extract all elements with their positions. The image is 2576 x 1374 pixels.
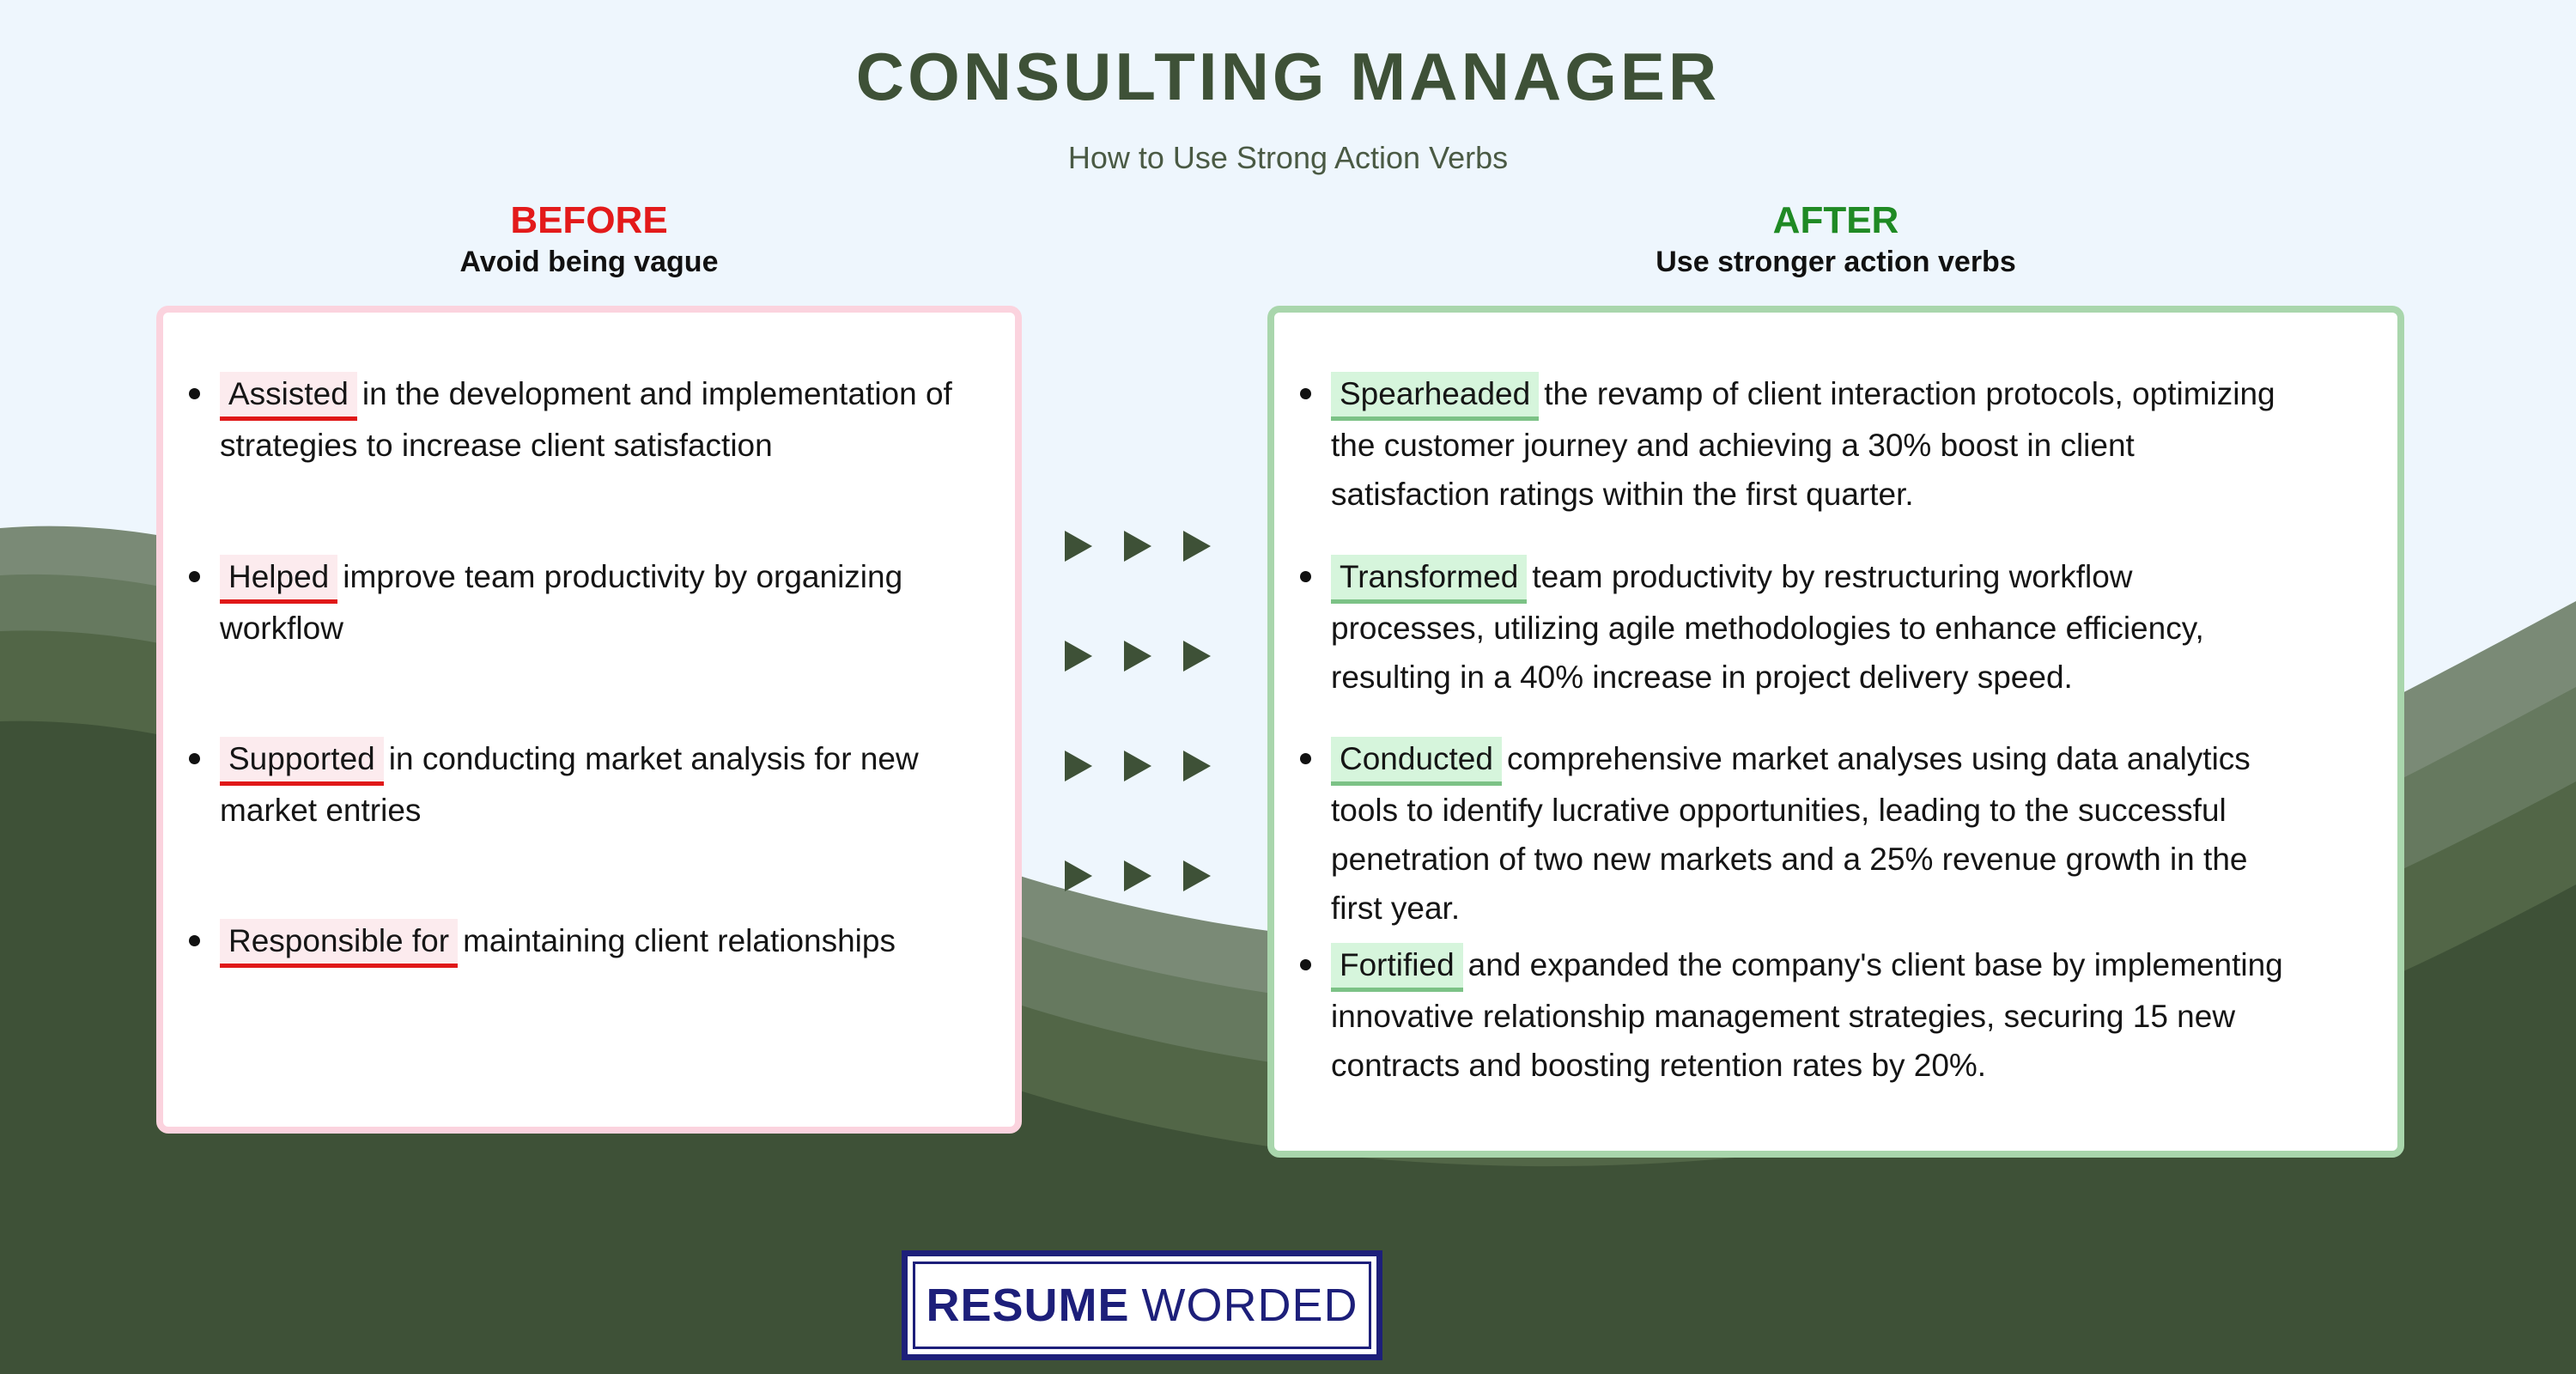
arrow-group (1065, 740, 1211, 792)
after-bullet (1331, 369, 2275, 519)
bullet-text: strategies to increase client satisfaction (220, 428, 773, 463)
before-heading: BEFORE (510, 199, 668, 241)
bullet-dot-icon (1300, 959, 1311, 970)
bullet-text: innovative relationship management strategies, securing 15 new (1331, 999, 2236, 1034)
weak-verb: Responsible for (220, 919, 458, 968)
weak-verb: Helped (220, 555, 337, 604)
triangle-right-icon (1065, 860, 1092, 891)
bullet-text: resulting in a 40% increase in project delivery speed. (1331, 660, 2073, 695)
resume-worded-logo (902, 1250, 1382, 1360)
bullet-dot-icon (189, 388, 200, 399)
after-bullet (1331, 734, 2251, 933)
bullet-text: and expanded the company's client base by implementing (1467, 947, 2283, 982)
triangle-right-icon (1183, 531, 1211, 562)
arrow-group (1065, 520, 1211, 572)
after-subheading: Use stronger action verbs (1656, 246, 2016, 278)
bullet-text: satisfaction ratings within the first quarter. (1331, 477, 1914, 512)
triangle-right-icon (1124, 531, 1151, 562)
bullet-text: tools to identify lucrative opportunities, leading to the successful (1331, 793, 2227, 828)
strong-verb: Spearheaded (1331, 372, 1539, 421)
triangle-right-icon (1124, 860, 1151, 891)
weak-verb: Assisted (220, 372, 357, 421)
triangle-right-icon (1183, 641, 1211, 672)
before-bullet (220, 369, 952, 470)
bullet-text: comprehensive market analyses using data analytics (1506, 741, 2251, 776)
logo-text-regular: WORDED (1141, 1280, 1358, 1331)
page-subtitle: How to Use Strong Action Verbs (1067, 140, 1509, 175)
weak-verb: Supported (220, 737, 384, 786)
bullet-dot-icon (189, 753, 200, 764)
bullet-text: maintaining client relationships (463, 923, 896, 958)
page-title: CONSULTING MANAGER (855, 39, 1721, 114)
triangle-right-icon (1183, 860, 1211, 891)
before-bullet (220, 552, 902, 653)
before-subheading: Avoid being vague (459, 246, 719, 278)
logo-text-bold: RESUME (926, 1280, 1130, 1331)
bullet-text: penetration of two new markets and a 25% revenue growth in the (1331, 842, 2248, 877)
triangle-right-icon (1124, 641, 1151, 672)
triangle-right-icon (1065, 641, 1092, 672)
bullet-text: contracts and boosting retention rates by 20%. (1331, 1048, 1987, 1083)
bullet-text: workflow (220, 611, 343, 646)
bullet-dot-icon (189, 571, 200, 582)
bullet-dot-icon (1300, 388, 1311, 399)
bullet-dot-icon (189, 935, 200, 946)
after-heading: AFTER (1772, 199, 1899, 241)
bullet-text: the customer journey and achieving a 30% boost in client (1331, 428, 2135, 463)
bullet-dot-icon (1300, 571, 1311, 582)
strong-verb: Conducted (1331, 737, 1502, 786)
bullet-text: market entries (220, 793, 422, 828)
bullet-text: in conducting market analysis for new (388, 741, 919, 776)
triangle-right-icon (1124, 751, 1151, 781)
bullet-text: the revamp of client interaction protocols, optimizing (1544, 376, 2275, 411)
triangle-right-icon (1065, 531, 1092, 562)
before-bullet (220, 734, 919, 835)
bullet-text: first year. (1331, 891, 1461, 926)
bullet-text: team productivity by restructuring workflow (1532, 559, 2133, 594)
arrow-group (1065, 850, 1211, 902)
before-header (158, 199, 1020, 280)
triangle-right-icon (1183, 751, 1211, 781)
after-bullet (1331, 940, 2283, 1090)
before-bullet (220, 916, 896, 968)
bullet-text: in the development and implementation of (361, 376, 952, 411)
bullet-dot-icon (1300, 753, 1311, 764)
strong-verb: Transformed (1331, 555, 1527, 604)
bullet-text: processes, utilizing agile methodologies to enhance efficiency, (1331, 611, 2204, 646)
bullet-text: improve team productivity by organizing (343, 559, 903, 594)
after-bullet (1331, 552, 2204, 702)
strong-verb: Fortified (1331, 943, 1463, 992)
triangle-right-icon (1065, 751, 1092, 781)
arrow-group (1065, 630, 1211, 682)
after-header (1269, 199, 2403, 280)
